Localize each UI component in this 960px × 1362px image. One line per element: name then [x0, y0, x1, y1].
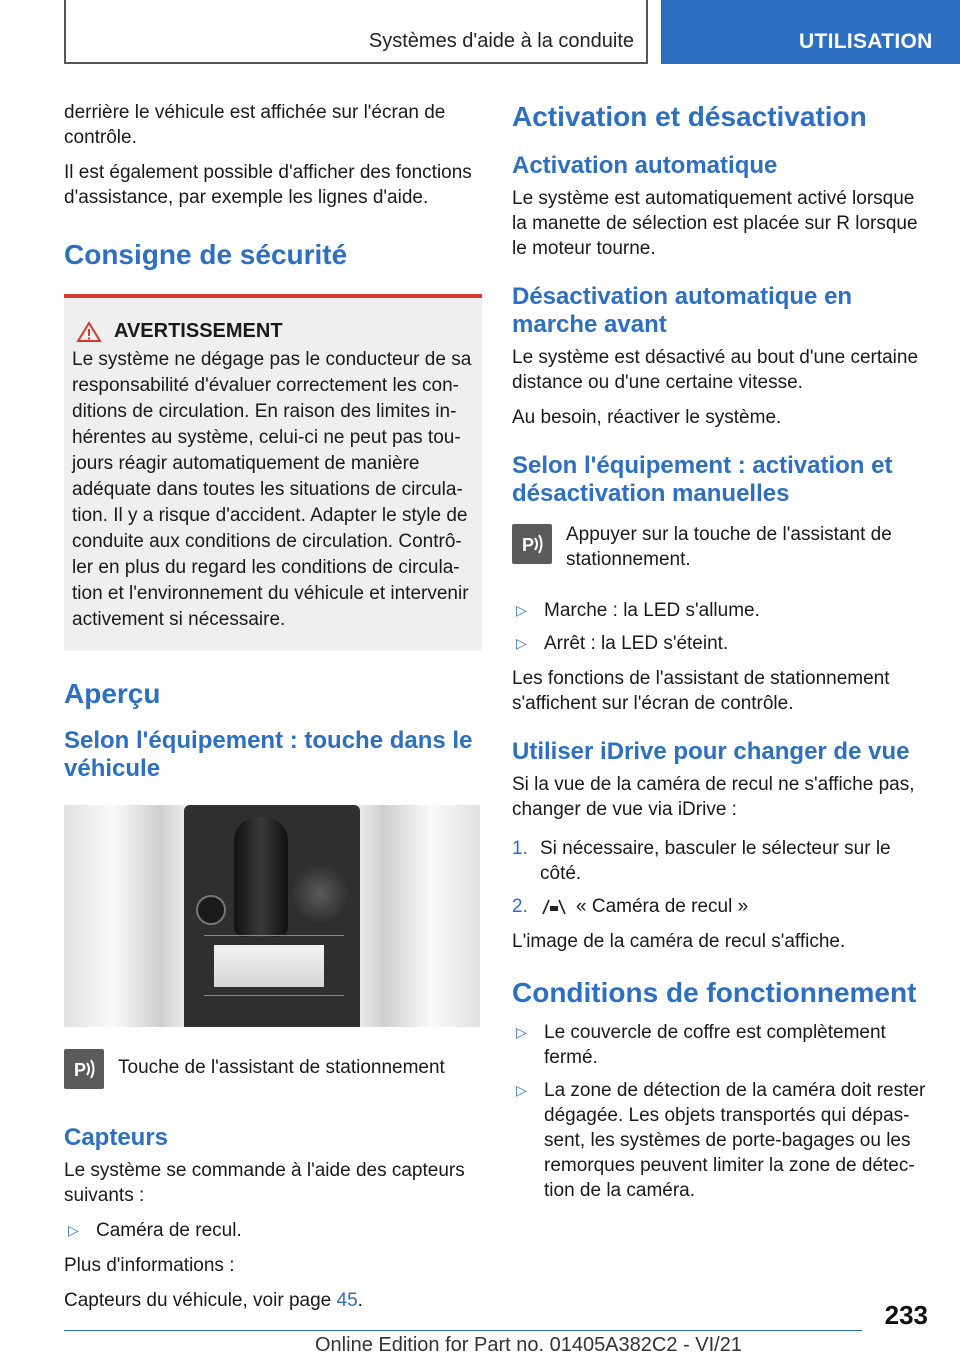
list-item: ▷ Arrêt : la LED s'éteint. [512, 631, 928, 656]
sensors-reference: Capteurs du véhicule, voir page 45. [64, 1290, 363, 1311]
triangle-bullet-icon: ▷ [516, 635, 527, 651]
header-tab-label: UTILISATION [799, 30, 933, 53]
conditions-heading: Conditions de fonctionnement [512, 977, 917, 1008]
vehicle-console-photo [64, 805, 480, 1027]
camera-view-icon [540, 896, 568, 918]
header-section-box [64, 0, 648, 64]
svg-text:P: P [74, 1060, 87, 1080]
warning-title-row [76, 320, 474, 343]
auto-activation-heading: Activation automatique [512, 152, 778, 179]
auto-deactivation-heading: Désactivation automatique en marche avant [512, 283, 853, 338]
page-link[interactable]: 45 [336, 1290, 358, 1311]
manual-heading: Selon l'équipement : activation et désactivation manuelles [512, 452, 893, 507]
idrive-steps [512, 836, 928, 919]
warning-text: Le système ne dégage pas le conducteur de sa responsabilité d'évaluer correctement les conditions de circulation. En raison des limites inhérentes au système, celui-ci ne peut pas toujours réagir automatiquement de manière adéquate dans toutes les situations de circulation. Il y a risque d'accident. Adapter le style de conduite aux conditions de circulation. Contrôler en plus du regard les conditions de circulation et l'environnement du véhicule et intervenir activement si nécessaire. [72, 349, 472, 630]
safety-heading: Consigne de sécurité [64, 239, 348, 270]
conditions-list [512, 1020, 928, 1203]
triangle-bullet-icon: ▷ [68, 1222, 79, 1238]
triangle-bullet-icon: ▷ [516, 1024, 527, 1040]
parking-assistant-button-icon [64, 1049, 104, 1089]
auto-activation-text: Le système est automatiquement activé lorsque la manette de sélection est placée sur R lorsque le moteur tourne. [512, 188, 918, 259]
page-number: 233 [884, 1300, 928, 1330]
overview-heading: Aperçu [64, 678, 161, 709]
button-caption-row [64, 1047, 482, 1090]
auto-deactivation-text: Le système est désactivé au bout d'une certaine distance ou d'une certaine vitesse. [512, 347, 919, 393]
triangle-bullet-icon: ▷ [516, 602, 527, 618]
list-item: ▷ Marche : la LED s'allume. [512, 598, 928, 623]
intro-paragraph-1: derrière le véhicule est affichée sur l'écran de contrôle. [64, 102, 446, 148]
header-section-title: Systèmes d'aide à la conduite [368, 30, 634, 52]
list-item: 1. Si nécessaire, basculer le sélecteur sur le côté. [512, 838, 891, 884]
button-subheading: Selon l'équipement : touche dans le véhicule [64, 727, 473, 782]
header-tab [661, 0, 960, 64]
footer-edition: Online Edition for Part no. 01405A382C2 - VI/21 [315, 1334, 742, 1356]
activation-heading: Activation et désactivation [512, 101, 867, 132]
warning-title: AVERTISSEMENT [114, 320, 283, 342]
idrive-text: Si la vue de la caméra de recul ne s'affiche pas, changer de vue via iDrive : [512, 774, 915, 820]
sensors-list [64, 1218, 482, 1243]
button-caption: Touche de l'assistant de stationnement [118, 1057, 445, 1078]
list-item: ▷ La zone de détection de la caméra doit rester dégagée. Les objets transportés qui dépassent, les systèmes de porte-bagages ou les remorques peuvent limiter la zone de détection de la caméra. [512, 1078, 928, 1203]
reactivate-text: Au besoin, réactiver le système. [512, 407, 782, 428]
sensors-heading: Capteurs [64, 1124, 169, 1151]
intro-paragraph-2: Il est également possible d'afficher des fonctions d'assistance, par exemple les lignes d'aide. [64, 162, 472, 208]
right-column [512, 100, 928, 1213]
warning-box [64, 294, 482, 651]
warning-triangle-icon [76, 321, 102, 343]
manual-text: Appuyer sur la touche de l'assistant de stationnement. [566, 524, 892, 570]
more-info-label: Plus d'informations : [64, 1255, 235, 1276]
idrive-after-text: L'image de la caméra de recul s'affiche. [512, 931, 846, 952]
list-item: ▷ Caméra de recul. [64, 1218, 482, 1243]
manual-list [512, 598, 928, 656]
manual-button-row [512, 522, 928, 582]
triangle-bullet-icon: ▷ [516, 1082, 527, 1098]
list-item: 2. « Caméra de recul » [512, 896, 749, 917]
list-item: ▷ Le couvercle de coffre est complètement fermé. [512, 1020, 928, 1070]
sensors-text: Le système se commande à l'aide des capteurs suivants : [64, 1160, 465, 1206]
footer-divider [64, 1330, 862, 1331]
manual-after-text: Les fonctions de l'assistant de stationnement s'affichent sur l'écran de contrôle. [512, 668, 890, 714]
parking-assistant-button-icon [512, 524, 552, 564]
svg-text:P: P [522, 535, 535, 555]
left-column [64, 100, 482, 1323]
idrive-heading: Utiliser iDrive pour changer de vue [512, 738, 910, 765]
